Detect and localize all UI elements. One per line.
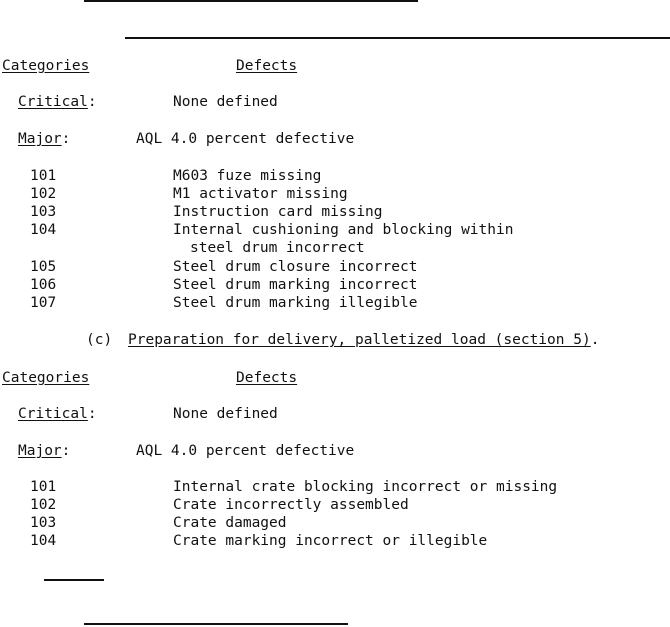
defect-code: 101 (30, 479, 57, 495)
critical-colon: : (87, 94, 97, 110)
defect-text: Internal crate blocking incorrect or missing (173, 479, 558, 495)
defect-code: 101 (30, 168, 57, 184)
paragraph-c-label: (c) (86, 332, 113, 348)
defect-text: Crate incorrectly assembled (173, 497, 409, 513)
defect-text: Steel drum marking incorrect (173, 277, 418, 293)
defect-text: Internal cushioning and blocking within (173, 222, 514, 238)
categories-header: Categories (2, 58, 90, 74)
major-row (18, 442, 70, 460)
critical-colon: : (87, 406, 97, 422)
defect-code: 102 (30, 186, 57, 202)
defect-code: 107 (30, 295, 57, 311)
major-colon: : (61, 443, 71, 459)
defect-code: 104 (30, 533, 57, 549)
critical-label: Critical (18, 94, 88, 110)
major-text: AQL 4.0 percent defective (136, 443, 355, 459)
defect-text: Steel drum closure incorrect (173, 259, 418, 275)
major-colon: : (61, 131, 71, 147)
defects-header: Defects (236, 58, 298, 74)
defect-text: Crate damaged (173, 515, 287, 531)
paragraph-c-title: Preparation for delivery, palletized load (section 5) (128, 332, 591, 348)
defect-text-continued: steel drum incorrect (190, 240, 365, 256)
defect-code: 103 (30, 204, 57, 220)
defect-code: 102 (30, 497, 57, 513)
major-text: AQL 4.0 percent defective (136, 131, 355, 147)
major-row (18, 130, 70, 148)
critical-row (18, 405, 97, 423)
critical-text: None defined (173, 406, 278, 422)
defect-code: 106 (30, 277, 57, 293)
footnote-rule (44, 579, 104, 581)
defects-header: Defects (236, 370, 298, 386)
defect-text: M1 activator missing (173, 186, 348, 202)
defect-text: Steel drum marking illegible (173, 295, 418, 311)
defect-text: Crate marking incorrect or illegible (173, 533, 488, 549)
paragraph-c-heading (128, 331, 599, 349)
major-label: Major (18, 131, 62, 147)
critical-text: None defined (173, 94, 278, 110)
paragraph-c-period: . (590, 332, 600, 348)
critical-label: Critical (18, 406, 88, 422)
header-rule (125, 37, 670, 39)
defect-text: Instruction card missing (173, 204, 383, 220)
bottom-rule (84, 623, 348, 625)
major-label: Major (18, 443, 62, 459)
defect-text: M603 fuze missing (173, 168, 322, 184)
defect-code: 105 (30, 259, 57, 275)
critical-row (18, 93, 97, 111)
categories-header: Categories (2, 370, 90, 386)
defect-code: 103 (30, 515, 57, 531)
defect-code: 104 (30, 222, 57, 238)
top-rule (84, 0, 418, 2)
